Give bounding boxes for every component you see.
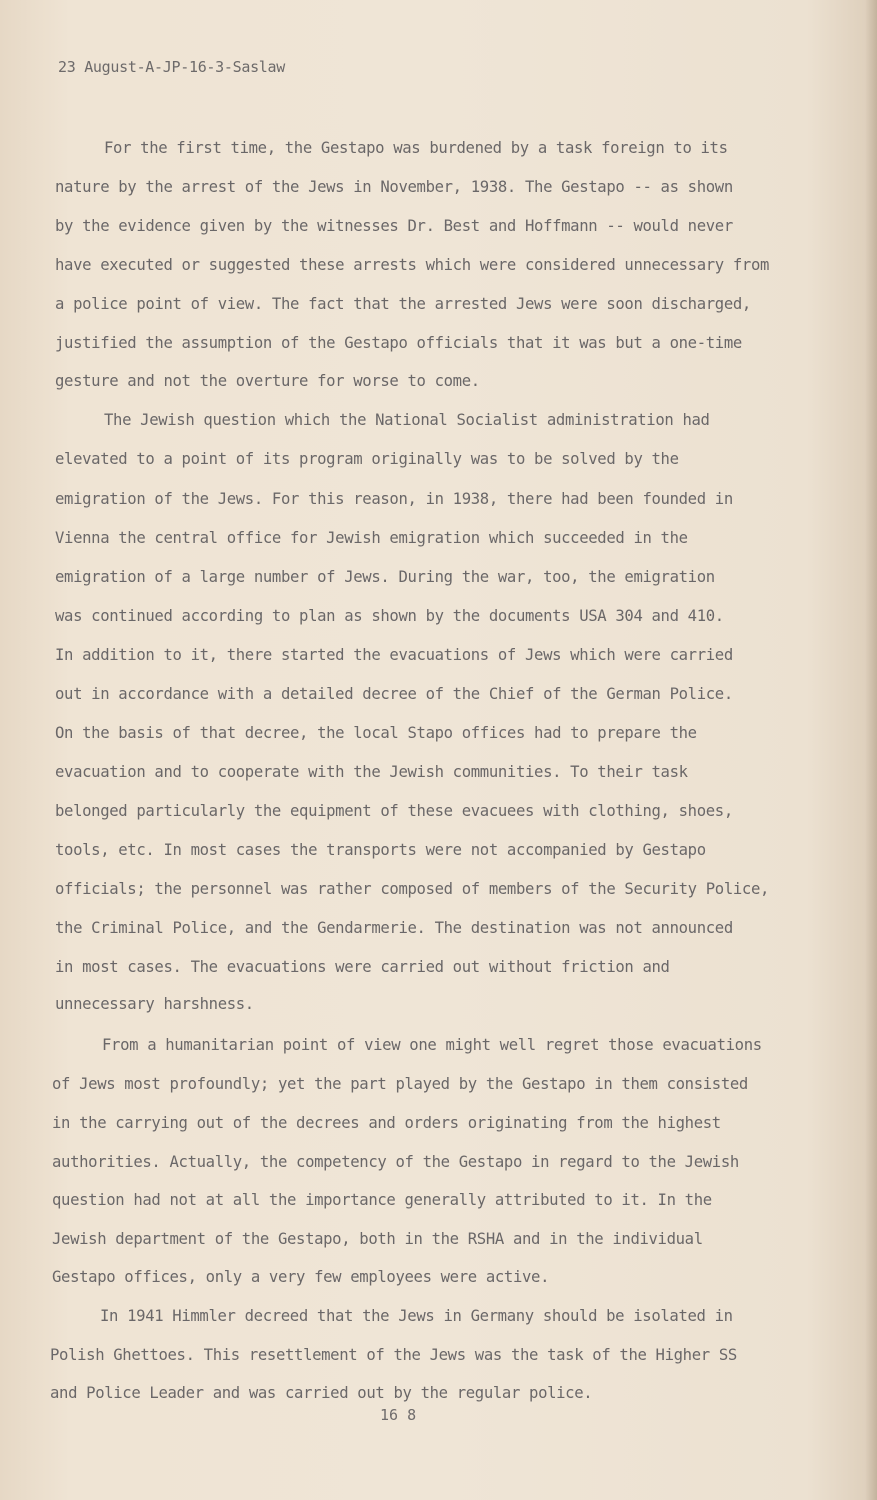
text-line: unnecessary harshness.: [55, 995, 254, 1013]
text-line: authorities. Actually, the competency of the Gestapo in regard to the Jewish: [52, 1153, 739, 1171]
text-line: In addition to it, there started the evacuations of Jews which were carried: [55, 646, 733, 664]
text-line: question had not at all the importance generally attributed to it. In the: [52, 1191, 712, 1209]
text-line: Polish Ghettoes. This resettlement of the Jews was the task of the Higher SS: [50, 1346, 737, 1364]
text-line: For the first time, the Gestapo was burdened by a task foreign to its: [104, 139, 728, 157]
document-header: 23 August-A-JP-16-3-Saslaw: [58, 58, 286, 76]
text-line: belonged particularly the equipment of these evacuees with clothing, shoes,: [55, 802, 733, 820]
text-line: in the carrying out of the decrees and orders originating from the highest: [52, 1114, 721, 1132]
text-line: nature by the arrest of the Jews in November, 1938. The Gestapo -- as shown: [55, 178, 733, 196]
text-line: emigration of the Jews. For this reason, in 1938, there had been founded in: [55, 490, 733, 508]
text-line: in most cases. The evacuations were carried out without friction and: [55, 958, 670, 976]
text-line: elevated to a point of its program originally was to be solved by the: [55, 450, 679, 468]
text-line: gesture and not the overture for worse to come.: [55, 372, 480, 390]
text-line: by the evidence given by the witnesses Dr. Best and Hoffmann -- would never: [55, 217, 733, 235]
text-line: In 1941 Himmler decreed that the Jews in Germany should be isolated in: [100, 1307, 733, 1325]
page-edge-shadow: [865, 0, 877, 1500]
text-line: justified the assumption of the Gestapo officials that it was but a one-time: [55, 334, 742, 352]
page-number: 16 8: [380, 1406, 417, 1424]
text-line: the Criminal Police, and the Gendarmerie. The destination was not announced: [55, 919, 733, 937]
text-line: of Jews most profoundly; yet the part played by the Gestapo in them consisted: [52, 1075, 748, 1093]
text-line: Jewish department of the Gestapo, both in the RSHA and in the individual: [52, 1230, 703, 1248]
text-line: out in accordance with a detailed decree of the Chief of the German Police.: [55, 685, 733, 703]
text-line: evacuation and to cooperate with the Jewish communities. To their task: [55, 763, 688, 781]
text-line: emigration of a large number of Jews. During the war, too, the emigration: [55, 568, 715, 586]
text-line: have executed or suggested these arrests which were considered unnecessary from: [55, 256, 770, 274]
text-line: a police point of view. The fact that the arrested Jews were soon discharged,: [55, 295, 751, 313]
text-line: officials; the personnel was rather composed of members of the Security Police,: [55, 880, 770, 898]
text-line: The Jewish question which the National Socialist administration had: [104, 411, 710, 429]
text-line: tools, etc. In most cases the transports were not accompanied by Gestapo: [55, 841, 706, 859]
text-line: From a humanitarian point of view one might well regret those evacuations: [102, 1036, 762, 1054]
text-line: Gestapo offices, only a very few employees were active.: [52, 1268, 550, 1286]
text-line: On the basis of that decree, the local Stapo offices had to prepare the: [55, 724, 697, 742]
text-line: was continued according to plan as shown by the documents USA 304 and 410.: [55, 607, 724, 625]
text-line: Vienna the central office for Jewish emigration which succeeded in the: [55, 529, 688, 547]
text-line: and Police Leader and was carried out by the regular police.: [50, 1384, 593, 1402]
